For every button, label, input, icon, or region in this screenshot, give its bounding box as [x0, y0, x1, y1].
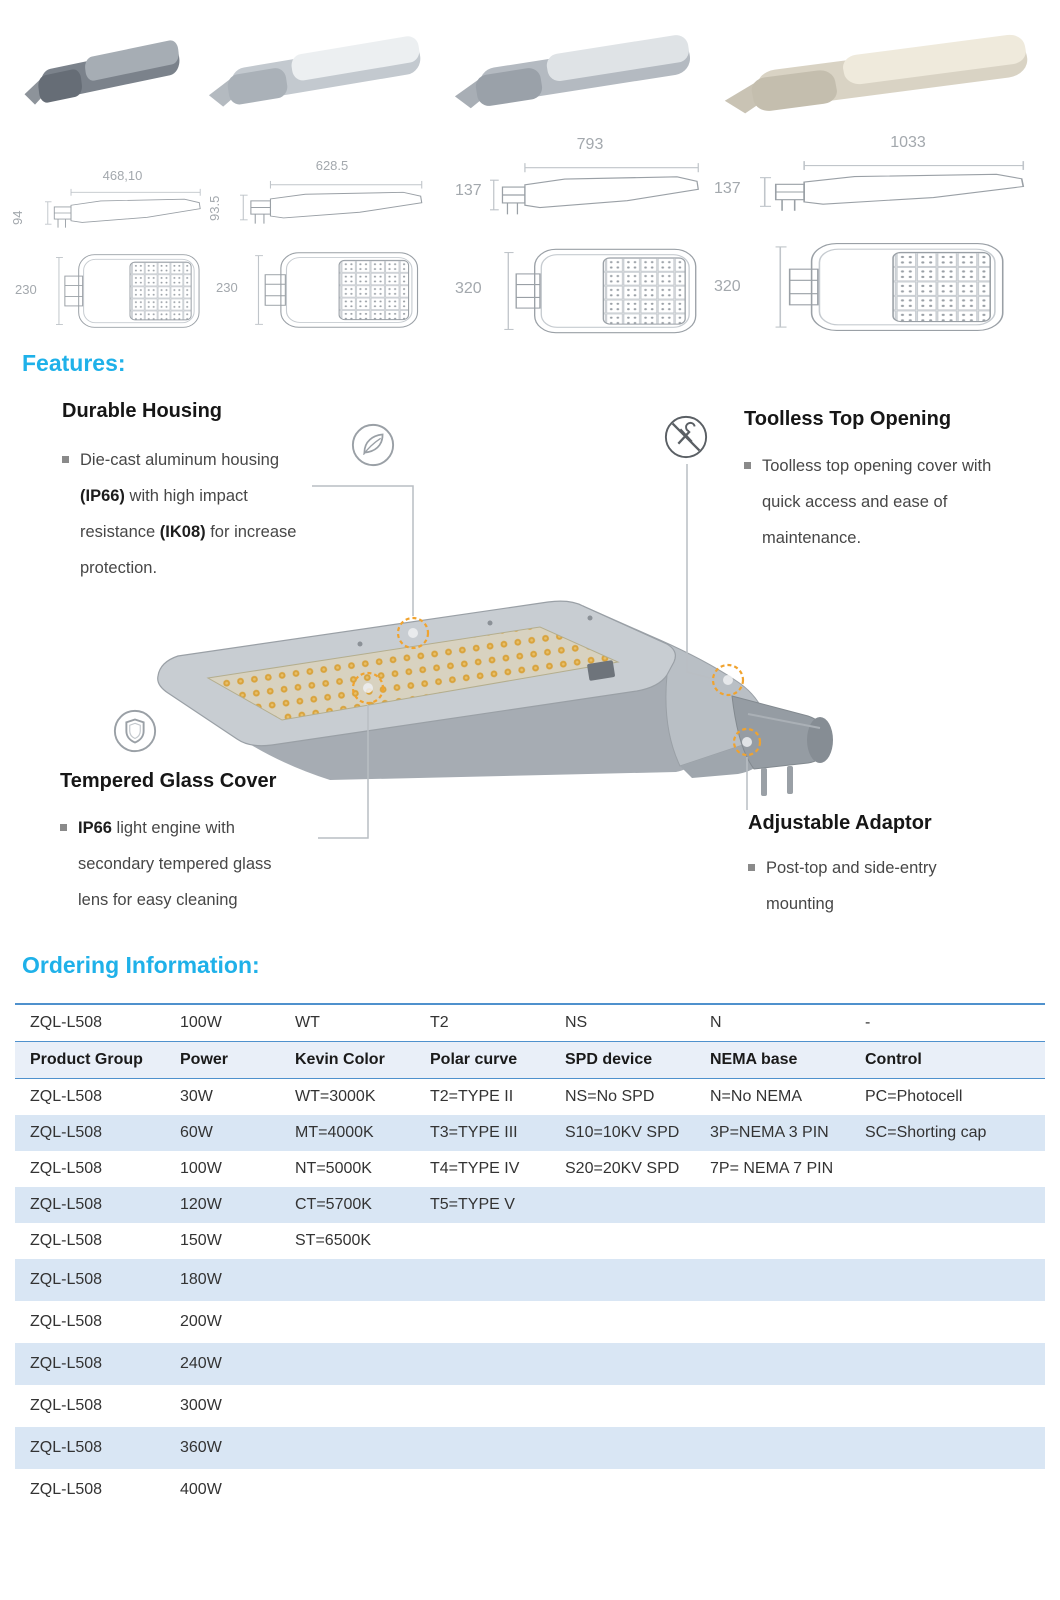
- ordering-cell: NS: [565, 1014, 588, 1031]
- ordering-row: [15, 1151, 1045, 1187]
- ordering-cell: 100W: [180, 1160, 222, 1177]
- ordering-cell: [695, 1259, 850, 1301]
- ordering-cell: ST=6500K: [295, 1232, 372, 1249]
- ordering-row: [15, 1115, 1045, 1151]
- ordering-cell: NS=No SPD: [565, 1088, 655, 1105]
- ordering-cell: Polar curve: [415, 1042, 550, 1079]
- ordering-cell: [280, 1343, 415, 1385]
- ordering-cell: NT=5000K: [295, 1160, 372, 1177]
- ordering-cell: 180W: [180, 1271, 222, 1288]
- ordering-cell: T5=TYPE V: [430, 1196, 515, 1213]
- ordering-cell: -: [865, 1014, 871, 1031]
- drawing-front-view: [55, 250, 203, 332]
- ordering-cell: T3=TYPE III: [430, 1124, 518, 1141]
- technical-drawing-group-2: [207, 140, 432, 340]
- ordering-cell: 150W: [180, 1232, 222, 1249]
- ordering-cell: [280, 1301, 415, 1343]
- ordering-cell: [695, 1385, 850, 1427]
- product-photo-4: [712, 10, 1044, 126]
- dim-top-width: 1033: [890, 134, 926, 151]
- ordering-cell: [415, 1223, 550, 1259]
- ordering-cell: 7P= NEMA 7 PIN: [710, 1160, 834, 1177]
- no-tools-icon: [663, 414, 709, 460]
- ordering-cell: [280, 1259, 415, 1301]
- ordering-cell: [850, 1343, 1045, 1385]
- ordering-cell: [850, 1187, 1045, 1223]
- ordering-cell: 60W: [180, 1124, 213, 1141]
- ordering-row: [15, 1301, 1045, 1343]
- ordering-cell: ZQL-L508: [30, 1271, 103, 1288]
- ordering-cell: 300W: [180, 1397, 222, 1414]
- ordering-cell: S10=10KV SPD: [565, 1124, 680, 1141]
- ordering-cell: [280, 1385, 415, 1427]
- ordering-cell: ZQL-L508: [30, 1014, 103, 1031]
- drawing-front-view: [774, 238, 1009, 336]
- ordering-cell: WT: [295, 1014, 320, 1031]
- ordering-cell: SPD device: [550, 1042, 695, 1079]
- ordering-cell: PC=Photocell: [865, 1088, 963, 1105]
- ordering-cell: [550, 1427, 695, 1469]
- ordering-cell: ZQL-L508: [30, 1481, 103, 1498]
- dim-top-width: 793: [576, 136, 604, 153]
- ordering-cell: [550, 1259, 695, 1301]
- features-heading: Features:: [22, 350, 126, 376]
- ordering-cell: [415, 1343, 550, 1385]
- dim-front-height: 320: [455, 280, 482, 297]
- features-section: [0, 390, 1060, 968]
- ordering-cell: ZQL-L508: [30, 1088, 103, 1105]
- ordering-cell: 100W: [180, 1014, 222, 1031]
- ordering-cell: [695, 1187, 850, 1223]
- ordering-cell: 360W: [180, 1439, 222, 1456]
- feature-title-adaptor: Adjustable Adaptor: [748, 812, 932, 834]
- ordering-cell: [695, 1343, 850, 1385]
- ordering-cell: N: [710, 1014, 722, 1031]
- ordering-cell: [850, 1301, 1045, 1343]
- ordering-table-body: [15, 1079, 1045, 1512]
- ordering-cell: ZQL-L508: [30, 1313, 103, 1330]
- ordering-cell: 120W: [180, 1196, 222, 1213]
- feature-text-toolless: Toolless top opening cover with quick access and ease of maintenance.: [744, 448, 1006, 556]
- ordering-cell: [695, 1223, 850, 1259]
- ordering-cell: [850, 1223, 1045, 1259]
- ordering-cell: [280, 1427, 415, 1469]
- bullet-square: [744, 462, 751, 469]
- bullet-square: [62, 456, 69, 463]
- feature-title-tempered: Tempered Glass Cover: [60, 770, 277, 792]
- ordering-example-row: [15, 1004, 1045, 1042]
- ordering-cell: [415, 1427, 550, 1469]
- ordering-cell: [415, 1259, 550, 1301]
- dim-side-height: 137: [455, 182, 482, 199]
- ordering-cell: SC=Shorting cap: [865, 1124, 987, 1141]
- drawing-side-view: [490, 162, 702, 228]
- ordering-row: [15, 1427, 1045, 1469]
- ordering-cell: [695, 1427, 850, 1469]
- drawing-side-view: [45, 188, 203, 238]
- ordering-row: [15, 1259, 1045, 1301]
- product-photo-2: [200, 14, 432, 118]
- feature-text-adaptor: Post-top and side-entry mounting: [748, 850, 988, 922]
- ordering-cell: 240W: [180, 1355, 222, 1372]
- ordering-row: [15, 1223, 1045, 1259]
- ordering-cell: MT=4000K: [295, 1124, 374, 1141]
- ordering-cell: ZQL-L508: [30, 1160, 103, 1177]
- ordering-cell: [550, 1223, 695, 1259]
- ordering-cell: ZQL-L508: [30, 1397, 103, 1414]
- bullet-square: [748, 864, 755, 871]
- technical-drawing-group-1: [10, 150, 210, 340]
- drawing-front-view: [254, 248, 422, 332]
- ordering-row: [15, 1187, 1045, 1223]
- ordering-cell: ZQL-L508: [30, 1355, 103, 1372]
- dim-side-height: 94: [10, 210, 25, 225]
- ordering-cell: [550, 1469, 695, 1511]
- ordering-cell: Kevin Color: [280, 1042, 415, 1079]
- ordering-cell: [415, 1469, 550, 1511]
- shield-icon: [112, 708, 158, 754]
- ordering-cell: Power: [165, 1042, 280, 1079]
- ordering-cell: 3P=NEMA 3 PIN: [710, 1124, 829, 1141]
- ordering-cell: S20=20KV SPD: [565, 1160, 680, 1177]
- ordering-cell: ZQL-L508: [30, 1439, 103, 1456]
- ordering-cell: WT=3000K: [295, 1088, 376, 1105]
- ordering-header-row: [15, 1042, 1045, 1079]
- technical-drawing-group-3: [455, 118, 710, 346]
- ordering-cell: [850, 1385, 1045, 1427]
- dim-top-width: 468,10: [102, 168, 143, 183]
- dim-top-width: 628.5: [315, 158, 349, 173]
- ordering-cell: [550, 1301, 695, 1343]
- dim-front-height: 230: [216, 280, 238, 295]
- feature-title-toolless: Toolless Top Opening: [744, 408, 952, 430]
- ordering-cell: [415, 1301, 550, 1343]
- dim-front-height: 230: [15, 282, 37, 297]
- ordering-cell: CT=5700K: [295, 1196, 372, 1213]
- ordering-cell: T2: [430, 1014, 449, 1031]
- ordering-cell: [280, 1469, 415, 1511]
- ordering-cell: ZQL-L508: [30, 1124, 103, 1141]
- feature-text-tempered: IP66 light engine with secondary tempered glass lens for easy cleaning: [60, 810, 300, 918]
- ordering-cell: N=No NEMA: [710, 1088, 803, 1105]
- leaf-icon: [350, 422, 396, 468]
- ordering-cell: [850, 1469, 1045, 1511]
- bullet-square: [60, 824, 67, 831]
- ordering-cell: Product Group: [15, 1042, 165, 1079]
- ordering-cell: [850, 1427, 1045, 1469]
- dim-front-height: 320: [714, 278, 741, 295]
- dim-side-height: 137: [714, 180, 741, 197]
- feature-title-durable: Durable Housing: [62, 400, 223, 422]
- drawing-front-view: [503, 244, 701, 338]
- ordering-cell: 200W: [180, 1313, 222, 1330]
- ordering-cell: [850, 1151, 1045, 1187]
- ordering-cell: 400W: [180, 1481, 222, 1498]
- ordering-cell: T4=TYPE IV: [430, 1160, 520, 1177]
- ordering-cell: ZQL-L508: [30, 1232, 103, 1249]
- ordering-cell: [550, 1385, 695, 1427]
- ordering-row: [15, 1385, 1045, 1427]
- technical-drawing-group-4: [708, 110, 1033, 348]
- ordering-cell: ZQL-L508: [30, 1196, 103, 1213]
- ordering-cell: NEMA base: [695, 1042, 850, 1079]
- ordering-cell: [415, 1385, 550, 1427]
- ordering-cell: [695, 1301, 850, 1343]
- ordering-row: [15, 1079, 1045, 1116]
- ordering-cell: T2=TYPE II: [430, 1088, 514, 1105]
- ordering-table: [15, 1003, 1045, 1511]
- ordering-cell: [550, 1343, 695, 1385]
- ordering-row: [15, 1343, 1045, 1385]
- drawing-side-view: [240, 180, 425, 235]
- ordering-cell: [695, 1469, 850, 1511]
- ordering-cell: 30W: [180, 1088, 213, 1105]
- ordering-cell: [850, 1259, 1045, 1301]
- ordering-row: [15, 1469, 1045, 1511]
- feature-text-durable: Die-cast aluminum housing (IP66) with high impact resistance (IK08) for increase protection.: [62, 442, 324, 586]
- ordering-heading: Ordering Information:: [22, 952, 260, 978]
- ordering-cell: Control: [850, 1042, 1045, 1079]
- product-photo-3: [445, 12, 703, 120]
- product-photo-1: [18, 20, 188, 115]
- ordering-cell: [550, 1187, 695, 1223]
- drawing-side-view: [760, 160, 1028, 224]
- dim-side-height: 93.5: [207, 195, 222, 221]
